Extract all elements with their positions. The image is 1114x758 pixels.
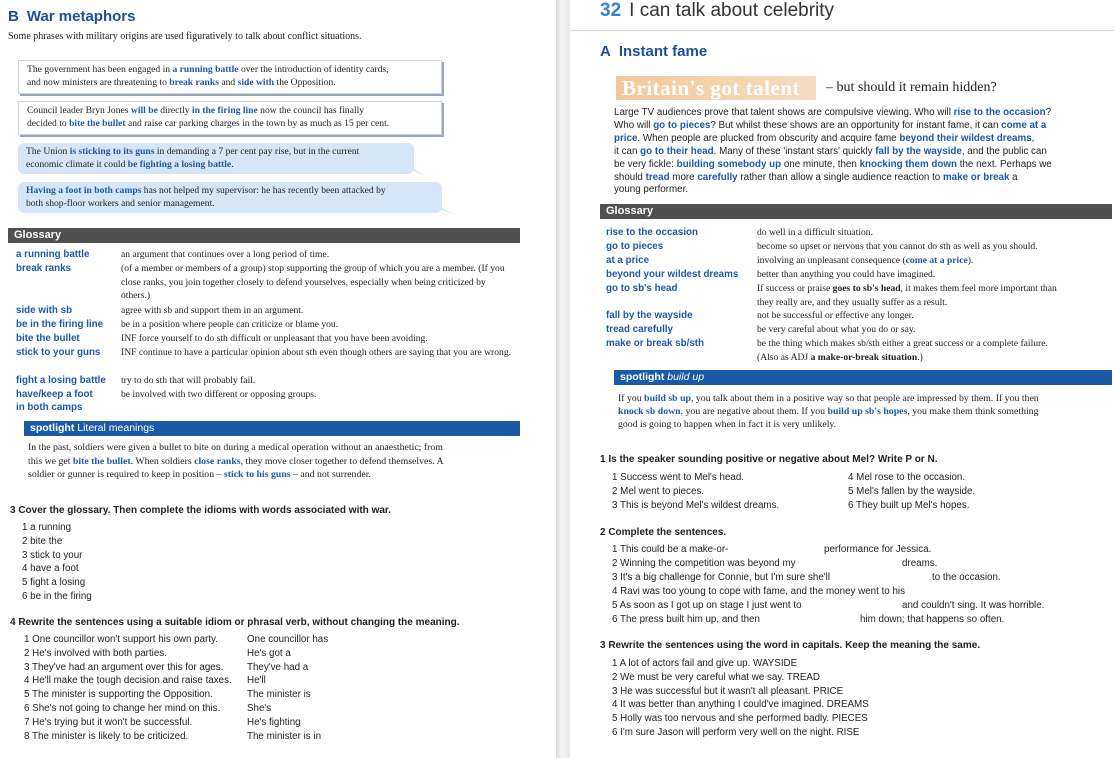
glossary-definition: INF force yourself to do sth difficult or unpleasant that you have been avoiding. [121,333,428,344]
exercise-item: 5 Holly was too nervous and she performed badly. PIECES [612,713,868,725]
text-run: has not helped my supervisor: he has recently been attacked by [141,185,386,196]
text-run: now the council has finally [257,105,365,116]
glossary-term: go to sb's head [606,283,678,294]
text-line [26,197,434,210]
exercise-prompt: 6 She's not going to change her mind on this. [24,703,221,714]
title-rule [570,30,1114,31]
text-line [26,145,406,158]
exercise-item: 1 A lot of actors fail and give up. WAYSIDE [612,658,798,669]
section-b-title [8,8,135,25]
exercise-answer-start: One councillor has [247,634,329,645]
glossary-term: a running battle [16,249,90,260]
glossary-definition [757,254,1109,268]
text-line [27,104,433,117]
glossary-definition [757,309,1109,323]
text-line [757,337,1109,351]
glossary-term: go to pieces [606,241,664,252]
example-box-text [27,63,433,89]
text-run: ). [967,255,974,266]
example-box-text [26,184,434,210]
exercise-item: 4 Mel rose to the occasion. [848,472,966,483]
text-run: , you talk about them in a positive way so that people are impressed by them. If you then [690,393,1039,404]
glossary-definition [757,337,1109,364]
text-run: decided to [27,118,70,129]
text-line [757,268,1109,282]
exercise-prompt-end: dreams. [902,557,938,569]
exercise-1-left [612,471,779,512]
idiom-highlight: beyond their wildest dreams [899,132,1032,144]
text-run: , you are negative about them. If you [680,406,828,418]
text-line [27,117,433,130]
text-run: over the introduction of identity cards, [238,64,389,75]
idiom-highlight: bite the bullet [69,118,126,129]
glossary-definition: be in a position where people can criticize or blame you. [121,319,339,330]
exercise-3-list [612,657,869,740]
text-run: Large TV audiences prove that talent shows are compulsive viewing. Who will [614,107,954,118]
exercise-prompt: 8 The minister is likely to be criticized. [24,730,189,742]
idiom-highlight: come at a [1001,119,1047,131]
example-box-4 [18,182,442,213]
example-box-text [27,104,433,130]
exercise-prompt-end: performance for Jessica. [824,544,932,555]
section-intro: Some phrases with military origins are used figuratively to talk about conflict situations. [8,31,362,42]
text-line [618,405,1039,418]
glossary-definition [757,323,1109,337]
idiom-highlight: price [614,132,638,144]
text-run: in demanding a 7 per cent pay rise, but in the current [154,146,360,157]
section-title-text: War metaphors [26,8,136,25]
idiom-highlight: carefully [697,171,738,183]
text-line [757,240,1109,254]
exercise-item: 6 be in the firing [22,590,92,602]
exercise-3-heading: 3 Rewrite the sentences using the word in capitals. Keep the meaning the same. [600,640,981,651]
text-run: . [231,159,234,170]
exercise-item: 2 bite the [22,535,63,547]
glossary-definition: (of a member or members of a group) stop supporting the group of which you are a member. (If you close ranks, you join together closely to defend yourselves, especially when being criticized by others.) [121,263,505,302]
idiom-highlight: knock sb down [618,406,681,418]
text-line [614,172,1052,185]
text-run: involving an unpleasant consequence ( [757,255,906,266]
spotlight-text [28,441,444,482]
exercise-item: 4 have a foot [22,563,79,575]
idiom-highlight: build up sb's hopes [827,406,908,418]
text-run: Council leader Bryn Jones [27,105,131,116]
idiom-highlight: come at a price [905,255,968,266]
text-line [618,392,1039,405]
banner-subtitle-wrap [820,76,997,100]
exercise-item: 1 a running [22,522,72,533]
unit-number: 32 [600,0,622,21]
text-line [27,63,433,76]
glossary-term: side with sb [16,305,73,316]
text-run: , you make them think something [907,406,1039,418]
glossary-term: have/keep a foot [16,389,93,400]
text-run: a [1009,171,1018,183]
text-line [26,158,406,171]
text-line [28,441,444,455]
text-line [26,184,434,197]
exercise-item: 6 They built up Mel's hopes. [848,499,970,511]
glossary-term: rise to the occasion [606,227,699,238]
text-run: economic climate it could [26,159,128,170]
exercise-prompt: 7 He's trying but it won't be successful. [24,716,193,728]
text-run: they really are, and they usually suffer as a result. [757,296,948,308]
speech-tail [400,158,430,180]
text-run: and now ministers are threatening to [27,77,170,88]
example-box-3 [18,143,414,174]
right-page [570,0,1114,758]
text-line [757,254,1109,268]
idiom-highlight: a make-or-break situation [810,351,918,363]
idiom-highlight: side with [237,77,275,88]
spotlight-label: spotlight [620,371,665,383]
exercise-prompt-end: him down; that happens so often. [860,613,1005,625]
text-run: , it makes them feel more important than [900,283,1057,294]
glossary-definition: agree with sb and support them in an argument. [121,305,304,316]
text-run: good is going to happen when in fact it is very unlikely. [618,419,837,431]
exercise-item: 5 fight a losing [22,577,86,589]
exercise-prompt: 2 Winning the competition was beyond my [612,557,796,569]
text-run: both shop-floor workers and senior management. [26,198,215,209]
text-run: not be successful or effective any longer. [757,310,914,321]
text-run: it can [614,145,641,157]
glossary-definition: INF continue to have a particular opinion about sth even though others are saying that you are wrong. [121,347,512,358]
text-run: should [614,171,646,183]
glossary-definition [757,226,1109,240]
exercise-item: 3 He was successful but it wasn't all pleasant. PRICE [612,685,844,697]
text-run: more [669,171,698,183]
spotlight-topic: build up [667,371,705,383]
exercise-prompt: 3 It's a big challenge for Connie, but I'm sure she'll [612,571,830,583]
text-run: and raise car parking charges in the town by as much as 15 per cent. [125,118,390,129]
text-run: ? But whilst these shows are an opportunity for instant fame, it can [710,119,1002,131]
text-line [28,468,444,482]
exercise-1-heading: 1 Is the speaker sounding positive or negative about Mel? Write P or N. [600,454,938,465]
exercise-item: 3 stick to your [22,549,83,561]
unit-title [600,0,834,22]
text-run: be the thing which makes sb/sth either a great success or a complete failure. [757,338,1048,349]
glossary-term: tread carefully [606,324,673,335]
text-line [614,159,1052,172]
exercise-2-heading: 2 Complete the sentences. [600,527,727,538]
spotlight-text [618,392,1039,432]
glossary-definition: an argument that continues over a long period of time. [121,249,330,260]
text-line [614,146,1052,159]
exercise-answer-start: He's got a [247,647,291,659]
text-run: If you [618,393,645,404]
glossary-definition: be involved with two different or opposing groups. [121,389,317,400]
spotlight-label: spotlight [30,422,75,434]
text-run: and [218,77,238,88]
idiom-highlight: is sticking to its guns [69,146,155,157]
text-line [757,323,1109,337]
text-line [618,418,1039,431]
text-line [614,184,1052,197]
glossary-definition [757,268,1109,282]
text-run: this we get [28,455,73,467]
exercise-prompt-end: to the occasion. [932,571,1001,583]
glossary-term: stick to your guns [16,347,101,358]
left-page [0,0,556,758]
glossary-term: be in the firing line [16,319,104,330]
idiom-highlight: in the firing line [191,105,258,116]
idiom-highlight: build sb up [644,393,691,404]
idiom-highlight: will be [130,105,158,116]
banner-subtitle: – but should it remain hidden? [826,80,997,95]
idiom-highlight: fall by the wayside [875,145,962,157]
exercise-prompt: 1 This could be a make-or- [612,544,729,555]
text-line [757,351,1109,365]
glossary-header: Glossary [600,204,1112,219]
idiom-highlight: rise to the occasion [953,107,1046,118]
exercise-prompt: 5 As soon as I got up on stage I just went to [612,599,802,611]
exercise-3-heading: 3 Cover the glossary. Then complete the idioms with words associated with war. [10,505,392,516]
exercise-prompt: 3 They've had an argument over this for ages. [24,661,224,673]
idiom-highlight: goes to sb's head [832,283,901,294]
exercise-answer-start: She's [247,703,272,714]
idiom-highlight: stick to his guns [223,469,291,480]
text-run: soldier or gunner is required to keep in position – [28,469,224,480]
text-run: .) [917,351,923,363]
text-line [614,107,1052,120]
text-run: ? [1045,107,1052,118]
text-run: . When soldiers [130,455,195,467]
text-run: better than anything you could have imagined. [757,269,936,280]
speech-tail [426,196,456,218]
example-box-1 [18,60,442,94]
exercise-answer-start: The minister is [247,689,311,701]
exercise-item: 5 Mel's fallen by the wayside. [848,485,976,497]
text-run: young performer. [614,184,689,196]
text-line [27,76,433,89]
text-run: be very fickle: [614,158,677,170]
exercise-prompt-end: and couldn't sing. It was horrible. [902,599,1045,611]
glossary-definition [757,240,1109,254]
text-run: The Union [26,146,70,157]
idiom-highlight: a running battle [172,64,239,75]
text-run: , they move closer together to defend themselves. A [240,455,444,467]
glossary-term: make or break sb/sth [606,338,705,349]
exercise-prompt: 5 The minister is supporting the Opposition. [24,689,213,701]
spotlight-topic: Literal meanings [77,422,155,434]
section-a-title [600,43,707,60]
glossary-term: at a price [606,255,650,266]
text-run: – and not surrender. [290,469,371,480]
text-run: Who will [614,119,654,131]
text-run: In the past, soldiers were given a bullet to bite on during a medical operation without an anaesthetic; from [28,442,443,453]
unit-title-text: I can talk about celebrity [629,0,835,21]
idiom-highlight: go to pieces [653,119,711,131]
exercise-item: 4 It was better than anything I could've imagined. DREAMS [612,699,869,711]
example-box-text [26,145,406,171]
exercise-prompt: 4 He'll make the tough decision and raise taxes. [24,675,232,687]
idiom-highlight: tread [645,171,670,183]
glossary-term: bite the bullet [16,333,80,344]
glossary-term: fight a losing battle [16,375,106,386]
section-letter: A [600,43,611,60]
text-run: . When people are plucked from obscurity and acquire fame [637,132,900,144]
text-line [614,120,1052,133]
idiom-highlight: bite the bullet [72,455,131,467]
text-run: the next. Perhaps we [957,158,1052,170]
text-run: If success or praise [757,283,833,294]
idiom-highlight: be fighting a losing battle [127,159,232,170]
exercise-prompt: 2 He's involved with both parties. [24,647,167,659]
glossary-definition [757,282,1109,309]
section-title-text: Instant fame [618,43,708,60]
exercise-answer-start: He's fighting [247,716,301,728]
article-body [614,107,1052,197]
exercise-prompt: 6 The press built him up, and then [612,613,760,625]
page-gutter [556,0,570,758]
text-run: , [1031,132,1035,144]
exercise-prompt: 1 One councillor won't support his own party. [24,634,218,645]
exercise-1-right [848,471,975,512]
text-run: the Opposition. [274,77,336,88]
spotlight-header [614,370,1112,385]
glossary-definition: try to do sth that will probably fail. [121,375,256,386]
banner-headline: Britain's got talent [622,76,800,100]
exercise-item: 1 Success went to Mel's head. [612,472,745,483]
idiom-highlight: Having a foot in both camps [26,185,142,196]
text-run: become so upset or nervous that you cannot do sth as well as you should. [757,241,1038,252]
exercise-item: 6 I'm sure Jason will perform very well on the night. RISE [612,726,860,738]
text-run: do well in a difficult situation. [757,227,873,238]
idiom-highlight: knocking them down [859,158,957,170]
exercise-item: 3 This is beyond Mel's wildest dreams. [612,499,780,511]
text-run: be very careful about what you do or say. [757,324,916,335]
exercise-item: 2 Mel went to pieces. [612,485,705,497]
exercise-answer-start: They've had a [247,661,309,673]
text-run: (Also as ADJ [757,351,811,363]
exercise-answer-start: The minister is in [247,730,322,742]
idiom-highlight: close ranks [194,455,241,467]
example-box-2 [18,101,442,135]
exercise-3-list [22,521,92,604]
text-line [757,282,1109,296]
text-line [757,226,1109,240]
glossary-term: break ranks [16,263,72,274]
text-run: The government has been engaged in [27,64,173,75]
text-line [614,133,1052,146]
idiom-highlight: building somebody up [676,158,782,170]
glossary-header: Glossary [8,228,520,243]
text-line [757,309,1109,323]
idiom-highlight: go to their head [640,145,714,157]
glossary-term: fall by the wayside [606,310,693,321]
text-run: directly [157,105,192,116]
exercise-answer-start: He'll [247,675,266,687]
section-letter: B [8,8,19,25]
article-banner [616,76,816,100]
spotlight-header [24,421,520,436]
exercise-prompt: 4 Ravi was too young to cope with fame, and the money went to his [612,585,905,597]
idiom-highlight: break ranks [169,77,219,88]
text-run: one minute, then [781,158,860,170]
text-line [28,455,444,469]
glossary-term: beyond your wildest dreams [606,269,739,280]
text-run: . Many of these 'instant stars' quickly [713,145,876,157]
text-line [757,296,1109,310]
glossary-term: in both camps [16,402,83,413]
idiom-highlight: make or break [942,171,1010,183]
text-run: , and the public can [961,145,1047,157]
exercise-4-heading: 4 Rewrite the sentences using a suitable idiom or phrasal verb, without changing the meaning. [10,617,460,628]
text-run: rather than allow a single audience reaction to [737,171,943,183]
exercise-item: 2 We must be very careful what we say. TREAD [612,671,820,683]
